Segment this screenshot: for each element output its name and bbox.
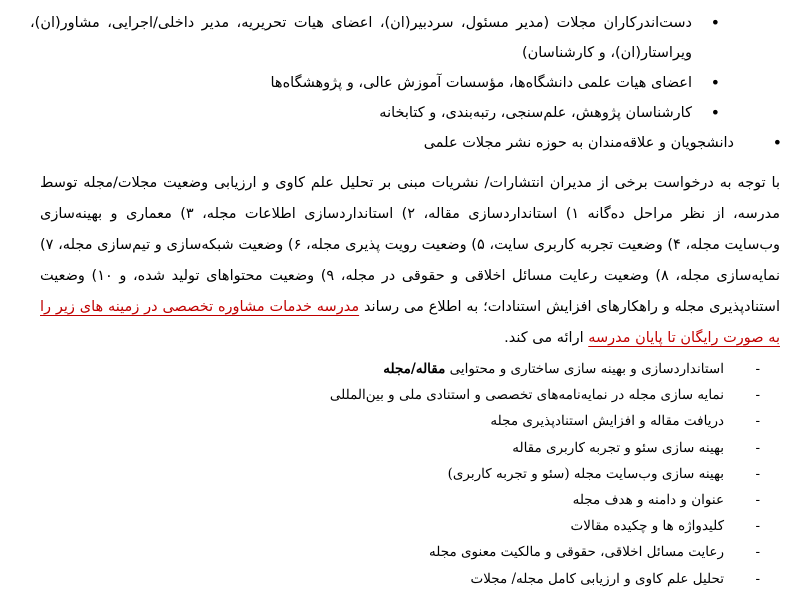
service-item: [310, 408, 760, 434]
paragraph-text-before: با توجه به درخواست برخی از مدیران انتشارات/ نشریات مبنی بر تحلیل علم کاوی و ارزیابی وضعیت مجلات/مجله توسط مدرسه، از نظر مراحل ده‌گانه ۱) استانداردسازی مقاله، ۲) استانداردسازی اطلاعات مجله، ۳) معماری و بهینه‌سازی وب‌سایت مجله، ۴) وضعیت تجربه کاربری سایت، ۵) وضعیت رویت پذیری مجله، ۶) وضعیت شبکه‌سازی و تیم‌سازی مجله، ۷) نمایه‌سازی مجله، ۸) وضعیت رعایت مسائل اخلاقی و حقوقی در مجله، ۹) وضعیت محتواهای تولید شده، و ۱۰) وضعیت استنادپذیری مجله و راهکارهای افزایش استنادات؛ به اطلاع می رساند: [40, 175, 781, 315]
audience-item-staff: • دست‌اندرکاران مجلات (مدیر مسئول، سردبیر(ان)، اعضای هیات تحریریه، مدیر داخلی/اجرایی، مشاور(ان)، ویراستار(ان)، و کارشناسان): [30, 8, 720, 68]
services-list: [310, 356, 760, 592]
service-item-text: بهینه سازی وب‌سایت مجله (سئو و تجربه کاربری): [447, 465, 724, 482]
audience-item-experts: • کارشناسان پژوهش، علم‌سنجی، رتبه‌بندی، و کتابخانه: [30, 98, 720, 128]
service-item-text: استانداردسازی و بهینه سازی ساختاری و محتوایی: [445, 361, 724, 377]
service-item-text: رعایت مسائل اخلاقی، حقوقی و مالکیت معنوی مجله: [429, 544, 724, 561]
paragraph-text-after: ارائه می کند.: [504, 330, 589, 346]
service-item-text: عنوان و دامنه و هدف مجله: [572, 492, 724, 509]
service-item: [310, 539, 760, 565]
service-item-text: نمایه سازی مجله در نمایه‌نامه‌های تخصصی و استنادی ملی و بین‌المللی: [329, 387, 724, 404]
service-item: [310, 356, 760, 382]
service-item: [310, 435, 760, 461]
service-item: [310, 382, 760, 408]
service-item: [310, 487, 760, 513]
service-item-text: بهینه سازی سئو و تجربه کاربری مقاله: [512, 439, 724, 456]
service-item: [310, 461, 760, 487]
service-item: [310, 566, 760, 592]
intro-paragraph: [40, 168, 780, 354]
service-item-bold: مقاله/مجله: [383, 361, 446, 377]
service-item-text: تحلیل علم کاوی و ارزیابی کامل مجله/ مجلات: [470, 570, 724, 587]
paragraph-highlight: مدرسه خدمات مشاوره تخصصی در زمینه های زیر را به صورت رایگان تا پایان مدرسه: [40, 299, 780, 346]
audience-list: [30, 8, 734, 158]
service-item-text: دریافت مقاله و افزایش استنادپذیری مجله: [490, 413, 724, 430]
service-item-text: کلیدواژه ها و چکیده مقالات: [570, 518, 724, 535]
audience-item-students: • دانشجویان و علاقه‌مندان به حوزه نشر مجلات علمی: [30, 128, 782, 158]
service-item: [310, 513, 760, 539]
audience-item-faculty: • اعضای هیات علمی دانشگاه‌ها، مؤسسات آموزش عالی، و پژوهشگاه‌ها: [30, 68, 720, 98]
